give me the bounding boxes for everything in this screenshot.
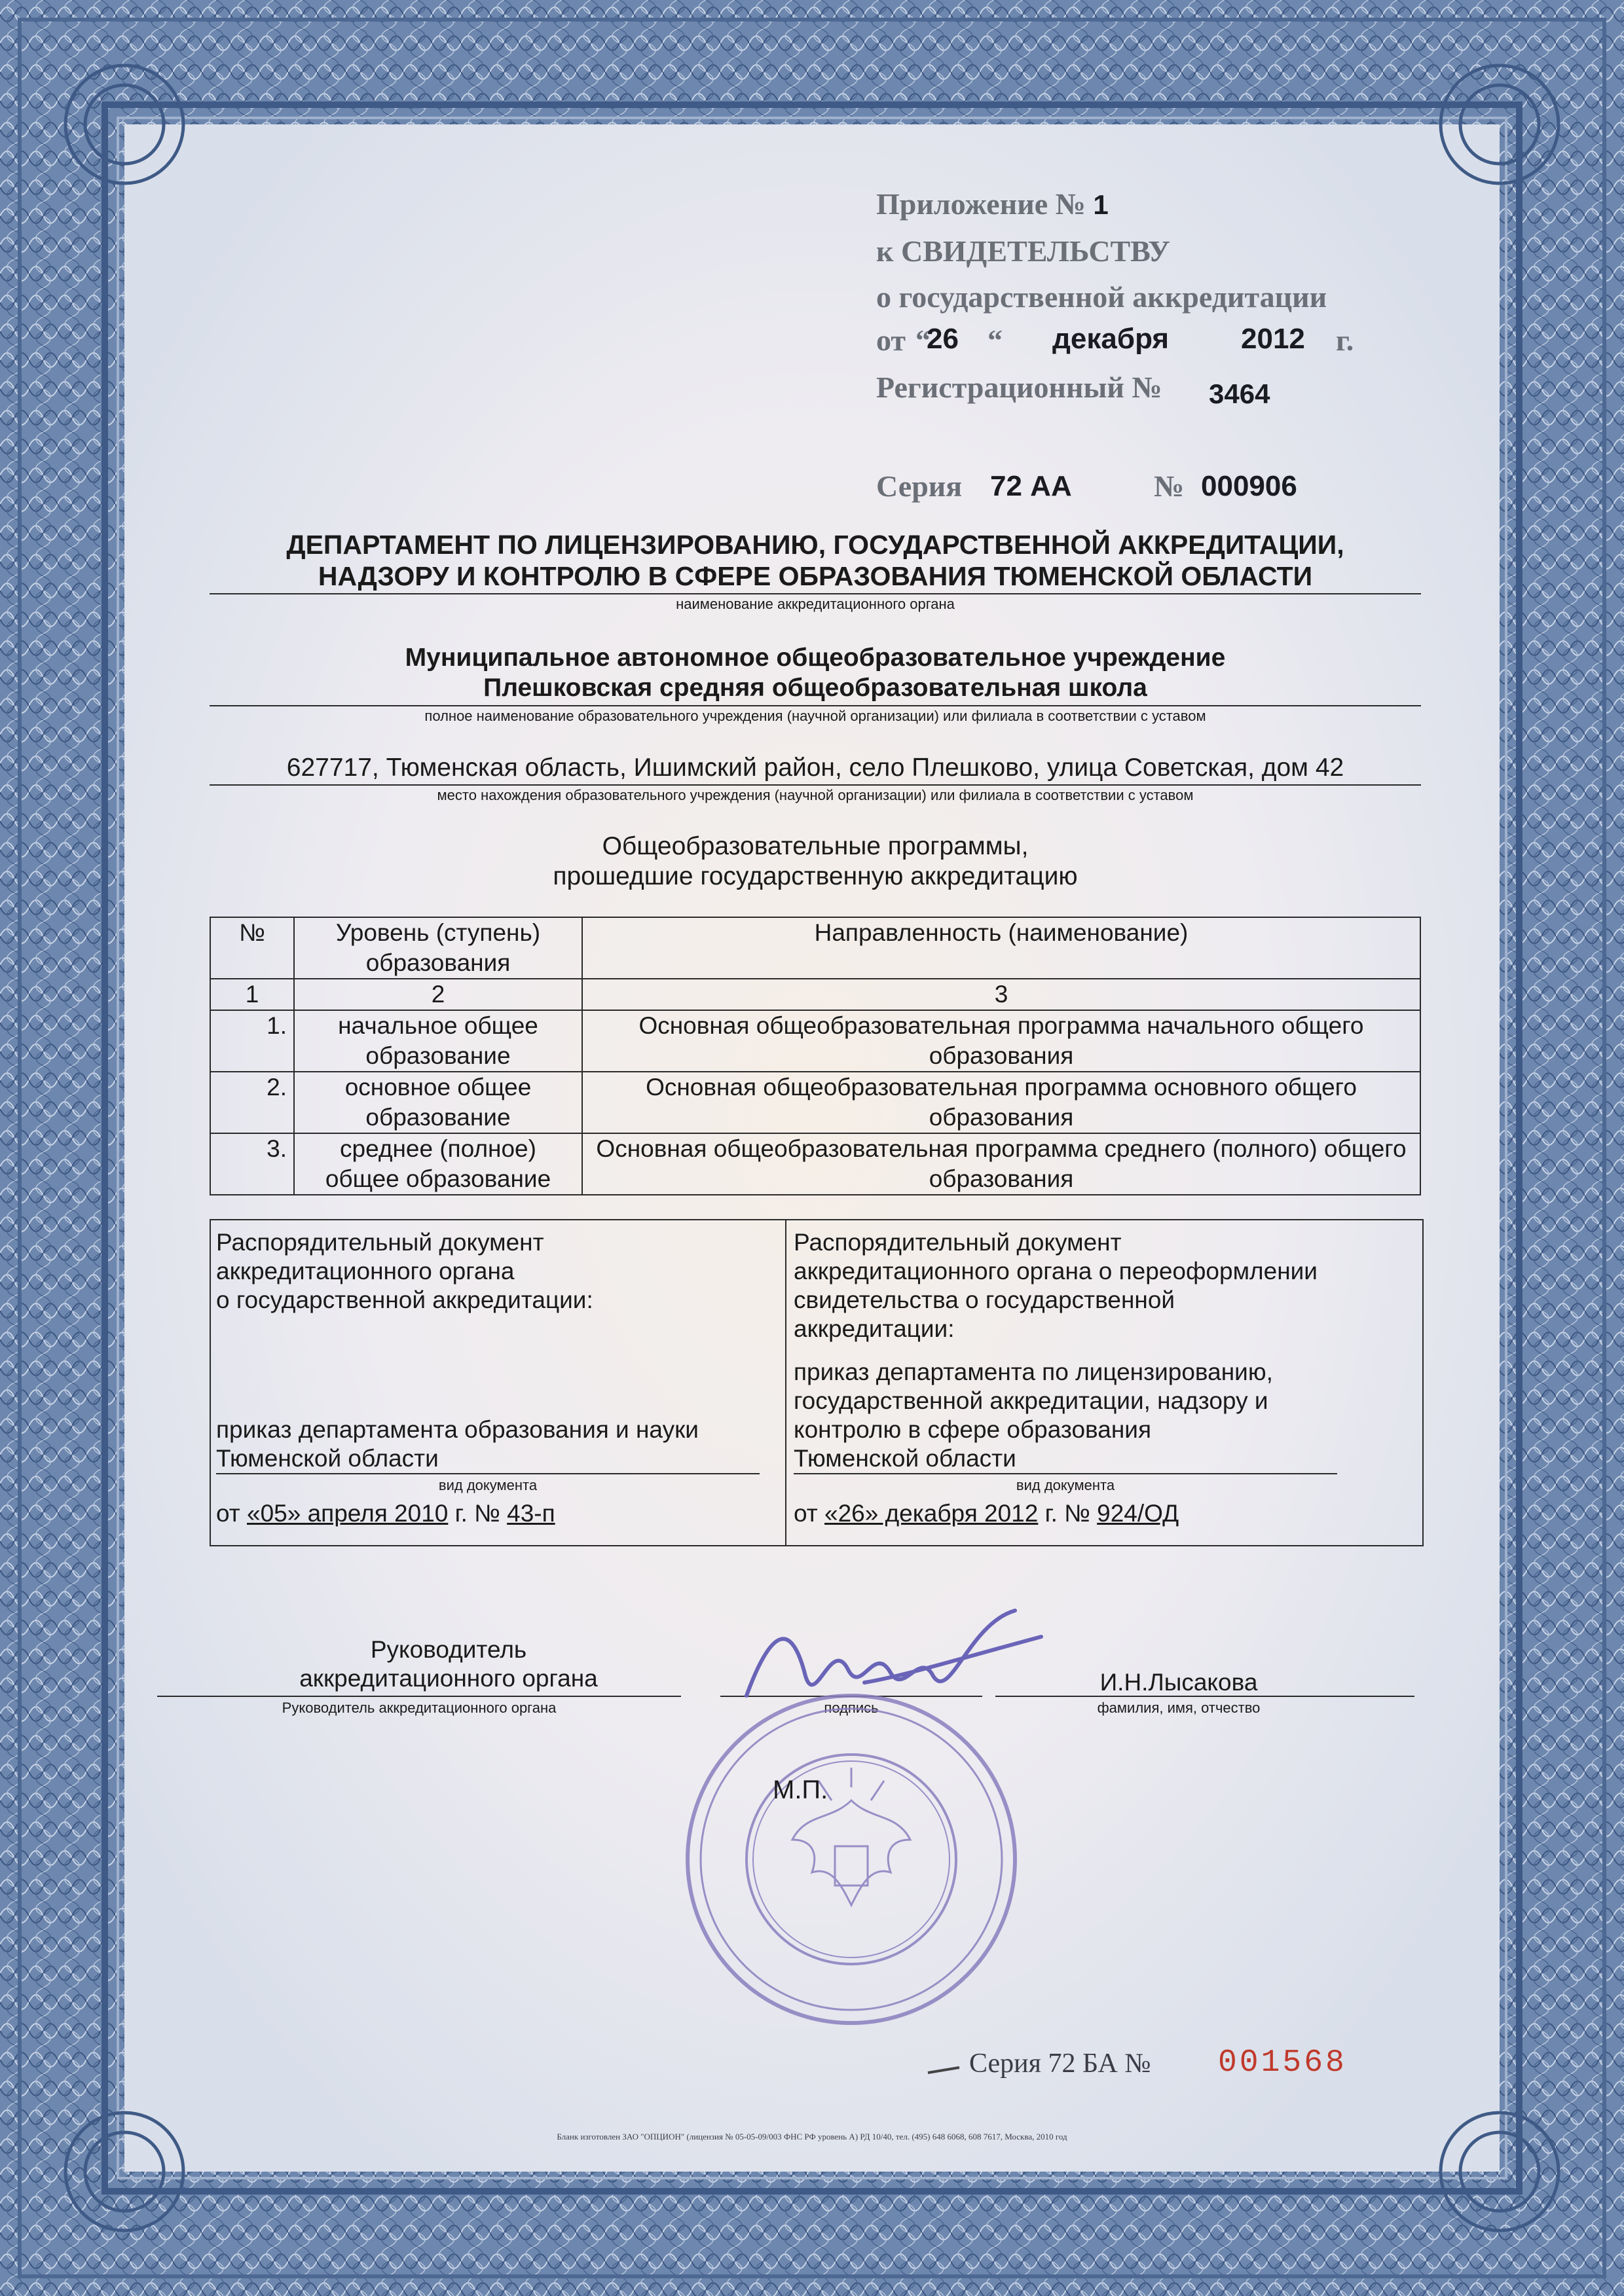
row-level: среднее (полное) общее образование — [294, 1133, 582, 1195]
column-number: 2 — [294, 979, 582, 1010]
left-title — [216, 1228, 593, 1315]
address-underline — [210, 784, 1421, 786]
programs-title-line-1: Общеобразовательные программы, — [602, 832, 1029, 860]
left-doc-underline — [216, 1473, 760, 1474]
right-doc-date-line — [794, 1499, 1179, 1528]
programs-title — [210, 831, 1421, 892]
right-doc-line: контролю в сфере образования — [794, 1416, 1152, 1443]
date-day: 26 — [927, 323, 959, 355]
documents-right — [794, 1220, 1416, 1545]
footer-series-label: Серия — [969, 2049, 1041, 2079]
column-number: 3 — [582, 979, 1420, 1010]
row-number: 2. — [210, 1072, 294, 1133]
right-doc-line: Тюменской области — [794, 1445, 1016, 1472]
footer-number-label: № — [1124, 2049, 1151, 2079]
row-name: Основная общеобразовательная программа начального общего образования — [582, 1010, 1420, 1072]
reg-number: 3464 — [1209, 378, 1270, 409]
to-certificate-line: к СВИДЕТЕЛЬСТВУ — [876, 234, 1170, 268]
official-seal — [681, 1689, 1022, 2030]
series-value: 72 АА — [990, 470, 1072, 502]
footer-number-value: 001568 — [1218, 2045, 1347, 2081]
right-title-line: Распорядительный документ — [794, 1229, 1122, 1256]
column-number: 1 — [210, 979, 294, 1010]
signer-name: И.Н.Лысакова — [1099, 1669, 1258, 1696]
left-number: 43-п — [507, 1500, 555, 1527]
date-year: 2012 — [1241, 323, 1305, 355]
role-underline — [157, 1696, 681, 1697]
year-suffix: г. — [1336, 323, 1354, 357]
header-cell-number: № — [210, 917, 294, 979]
left-doc-type — [216, 1415, 699, 1473]
right-year-suffix: г. № — [1044, 1500, 1090, 1527]
programs-title-line-2: прошедшие государственную аккредитацию — [553, 862, 1078, 890]
left-year-suffix: г. № — [454, 1500, 500, 1527]
documents-left — [216, 1220, 779, 1545]
left-title-line: аккредитационного органа — [216, 1258, 515, 1285]
left-doc-line: Тюменской области — [216, 1445, 439, 1472]
right-title-line: аккредитационного органа о переоформлении — [794, 1258, 1318, 1285]
right-doc-line: государственной аккредитации, надзору и — [794, 1387, 1268, 1414]
row-name: Основная общеобразовательная программа среднего (полного) общего образования — [582, 1133, 1420, 1195]
institution-name — [210, 643, 1421, 703]
footer-arrow-icon — [927, 2061, 966, 2081]
footer-series-value: 72 БА — [1048, 2049, 1118, 2079]
right-from-label: от — [794, 1500, 818, 1527]
row-number: 1. — [210, 1010, 294, 1072]
table-header-row — [210, 917, 1420, 979]
left-title-line: о государственной аккредитации: — [216, 1286, 593, 1313]
programs-table — [210, 917, 1421, 1195]
header-cell-level: Уровень (ступень) образования — [294, 917, 582, 979]
left-date: «05» апреля 2010 — [247, 1500, 449, 1527]
authority-caption: наименование аккредитационного органа — [676, 596, 955, 612]
header-cell-name: Направленность (наименование) — [582, 917, 1420, 979]
series-label: Серия — [876, 469, 963, 503]
row-level: начальное общее образование — [294, 1010, 582, 1072]
of-accreditation-line: о государственной аккредитации — [876, 280, 1327, 314]
role-caption: Руководитель аккредитационного органа — [282, 1700, 557, 1716]
documents-divider — [785, 1220, 786, 1545]
column-number-row — [210, 979, 1420, 1010]
right-title — [794, 1228, 1318, 1343]
left-doc-line: приказ департамента образования и науки — [216, 1416, 699, 1443]
appendix-line — [876, 187, 1109, 221]
institution-underline — [210, 705, 1421, 706]
authority-underline — [210, 593, 1421, 594]
signer-role — [223, 1635, 674, 1693]
seal-mark: М.П. — [773, 1776, 828, 1804]
right-doc-underline — [794, 1473, 1337, 1474]
signer-role-line-2: аккредитационного органа — [299, 1665, 598, 1692]
right-doc-line: приказ департамента по лицензированию, — [794, 1358, 1273, 1385]
right-doc-caption: вид документа — [1016, 1477, 1115, 1493]
right-title-line: аккредитации: — [794, 1315, 955, 1342]
reg-label: Регистрационный № — [876, 371, 1162, 404]
left-title-line: Распорядительный документ — [216, 1229, 544, 1256]
printer-note: Бланк изготовлен ЗАО "ОПЦИОН" (лицензия № 05-05-09/003 ФНС РФ уровень А) РД 10/40, тел. (495) 648 6068, 608 7617, Москва, 2010 год — [557, 2132, 1067, 2141]
table-row — [210, 1133, 1420, 1195]
right-number: 924/ОД — [1097, 1500, 1179, 1527]
address-caption: место нахождения образовательного учреждения (научной организации) или филиала в соответствии с уставом — [437, 787, 1194, 803]
authority-line-2: НАДЗОРУ И КОНТРОЛЮ В СФЕРЕ ОБРАЗОВАНИЯ ТЮМЕНСКОЙ ОБЛАСТИ — [318, 561, 1313, 591]
appendix-number: 1 — [1093, 189, 1109, 220]
row-number: 3. — [210, 1133, 294, 1195]
institution-line-1: Муниципальное автономное общеобразовательное учреждение — [405, 644, 1226, 672]
date-month: декабря — [1052, 323, 1170, 355]
institution-caption: полное наименование образовательного учреждения (научной организации) или филиала в соответствии с уставом — [424, 708, 1206, 724]
authority-line-1: ДЕПАРТАМЕНТ ПО ЛИЦЕНЗИРОВАНИЮ, ГОСУДАРСТВЕННОЙ АККРЕДИТАЦИИ, — [286, 530, 1344, 560]
right-date: «26» декабря 2012 — [824, 1500, 1039, 1527]
number-label: № — [1154, 469, 1185, 503]
from-label: от — [876, 323, 906, 357]
appendix-label: Приложение № — [876, 187, 1086, 221]
name-underline — [995, 1696, 1414, 1697]
table-row — [210, 1072, 1420, 1133]
table-row — [210, 1010, 1420, 1072]
authority-name — [210, 529, 1421, 592]
open-quote: “ — [915, 323, 931, 357]
documents-box — [210, 1219, 1424, 1546]
signer-role-line-1: Руководитель — [370, 1636, 527, 1663]
sign-caption: подпись — [824, 1700, 879, 1716]
number-value: 000906 — [1201, 470, 1297, 502]
left-doc-date-line — [216, 1499, 555, 1528]
left-doc-caption: вид документа — [438, 1477, 538, 1493]
row-level: основное общее образование — [294, 1072, 582, 1133]
institution-line-2: Плешковская средняя общеобразовательная школа — [483, 674, 1147, 702]
right-doc-type — [794, 1358, 1273, 1473]
close-quote: “ — [987, 323, 1003, 357]
row-name: Основная общеобразовательная программа основного общего образования — [582, 1072, 1420, 1133]
left-from-label: от — [216, 1500, 240, 1527]
name-caption: фамилия, имя, отчество — [1097, 1700, 1261, 1716]
footer-series — [969, 2048, 1151, 2079]
address-value: 627717, Тюменская область, Ишимский район, село Плешково, улица Советская, дом 42 — [286, 754, 1344, 782]
right-title-line: свидетельства о государственной — [794, 1286, 1175, 1313]
